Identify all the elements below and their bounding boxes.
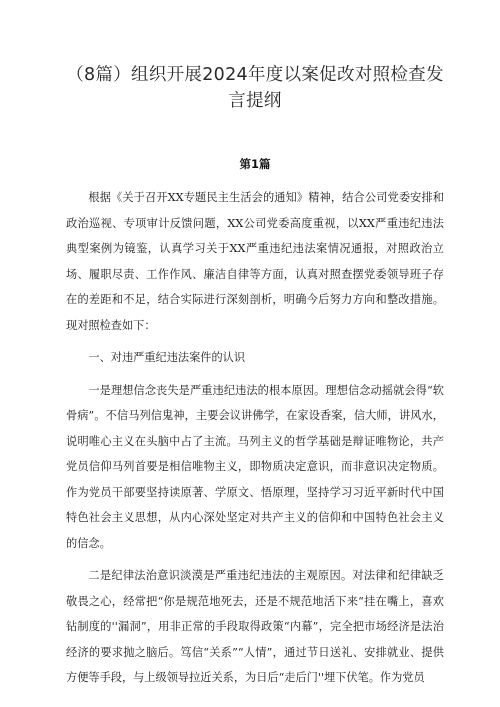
section-heading: 第1篇 xyxy=(239,157,271,171)
body-paragraph: 一是理想信念丧失是严重违纪违法的根本原因。理想信念动摇就会得“软骨病”。不信马列信鬼神，主要会议讲佛学，在家设香案，信大师，讲风水，说明唯心主义在头脑中占了主流。马列主义的哲学基础是辩证唯物论，共产党员信仰马列首要是相信唯物主义，即物质决定意识，而非意识决定物质。作为党员干部要坚持读原著、学原文、悟原理，坚持学习习近平新时代中国特色社会主义思想，从内心深处坚定对共产主义的信仰和中国特色社会主义的信念。 xyxy=(66,383,444,550)
body-paragraph: 二是纪律法治意识淡漠是严重违纪违法的主观原因。对法律和纪律缺乏敬畏之心，经常把“你是规范地死去，还是不规范地活下来“挂在嘴上，喜欢钻制度的''漏洞”，用非正常的手段取得政策“内幕”，完全把市场经济是法治经济的要求抛之脑后。笃信“关系”“人情”，通过节日送礼、安排就业、提供方便等手段，与上级领导拉近关系，为日后“走后门''埋下伏笔。作为党员 xyxy=(66,569,444,684)
sub-heading: 一、对违严重纪违法案件的认识 xyxy=(88,351,246,364)
intro-paragraph: 根据《关于召开XX专题民主生活会的通知》精神，结合公司党委安排和政治巡视、专项审计反馈问题，XX公司党委高度重视，以XX严重违纪违法典型案例为镜鉴，认真学习关于XX严重违纪违法案情况通报，对照政治立场、履职尽责、工作作风、廉洁自律等方面，认真对照查摆党委领导班子存在的差距和不足，结合实际进行深刻剖析，明确今后努力方向和整改措施。现对照检查如下： xyxy=(66,191,444,332)
document-title: （8篇）组织开展2024年度以案促改对照检查发言提纲 xyxy=(66,65,444,111)
